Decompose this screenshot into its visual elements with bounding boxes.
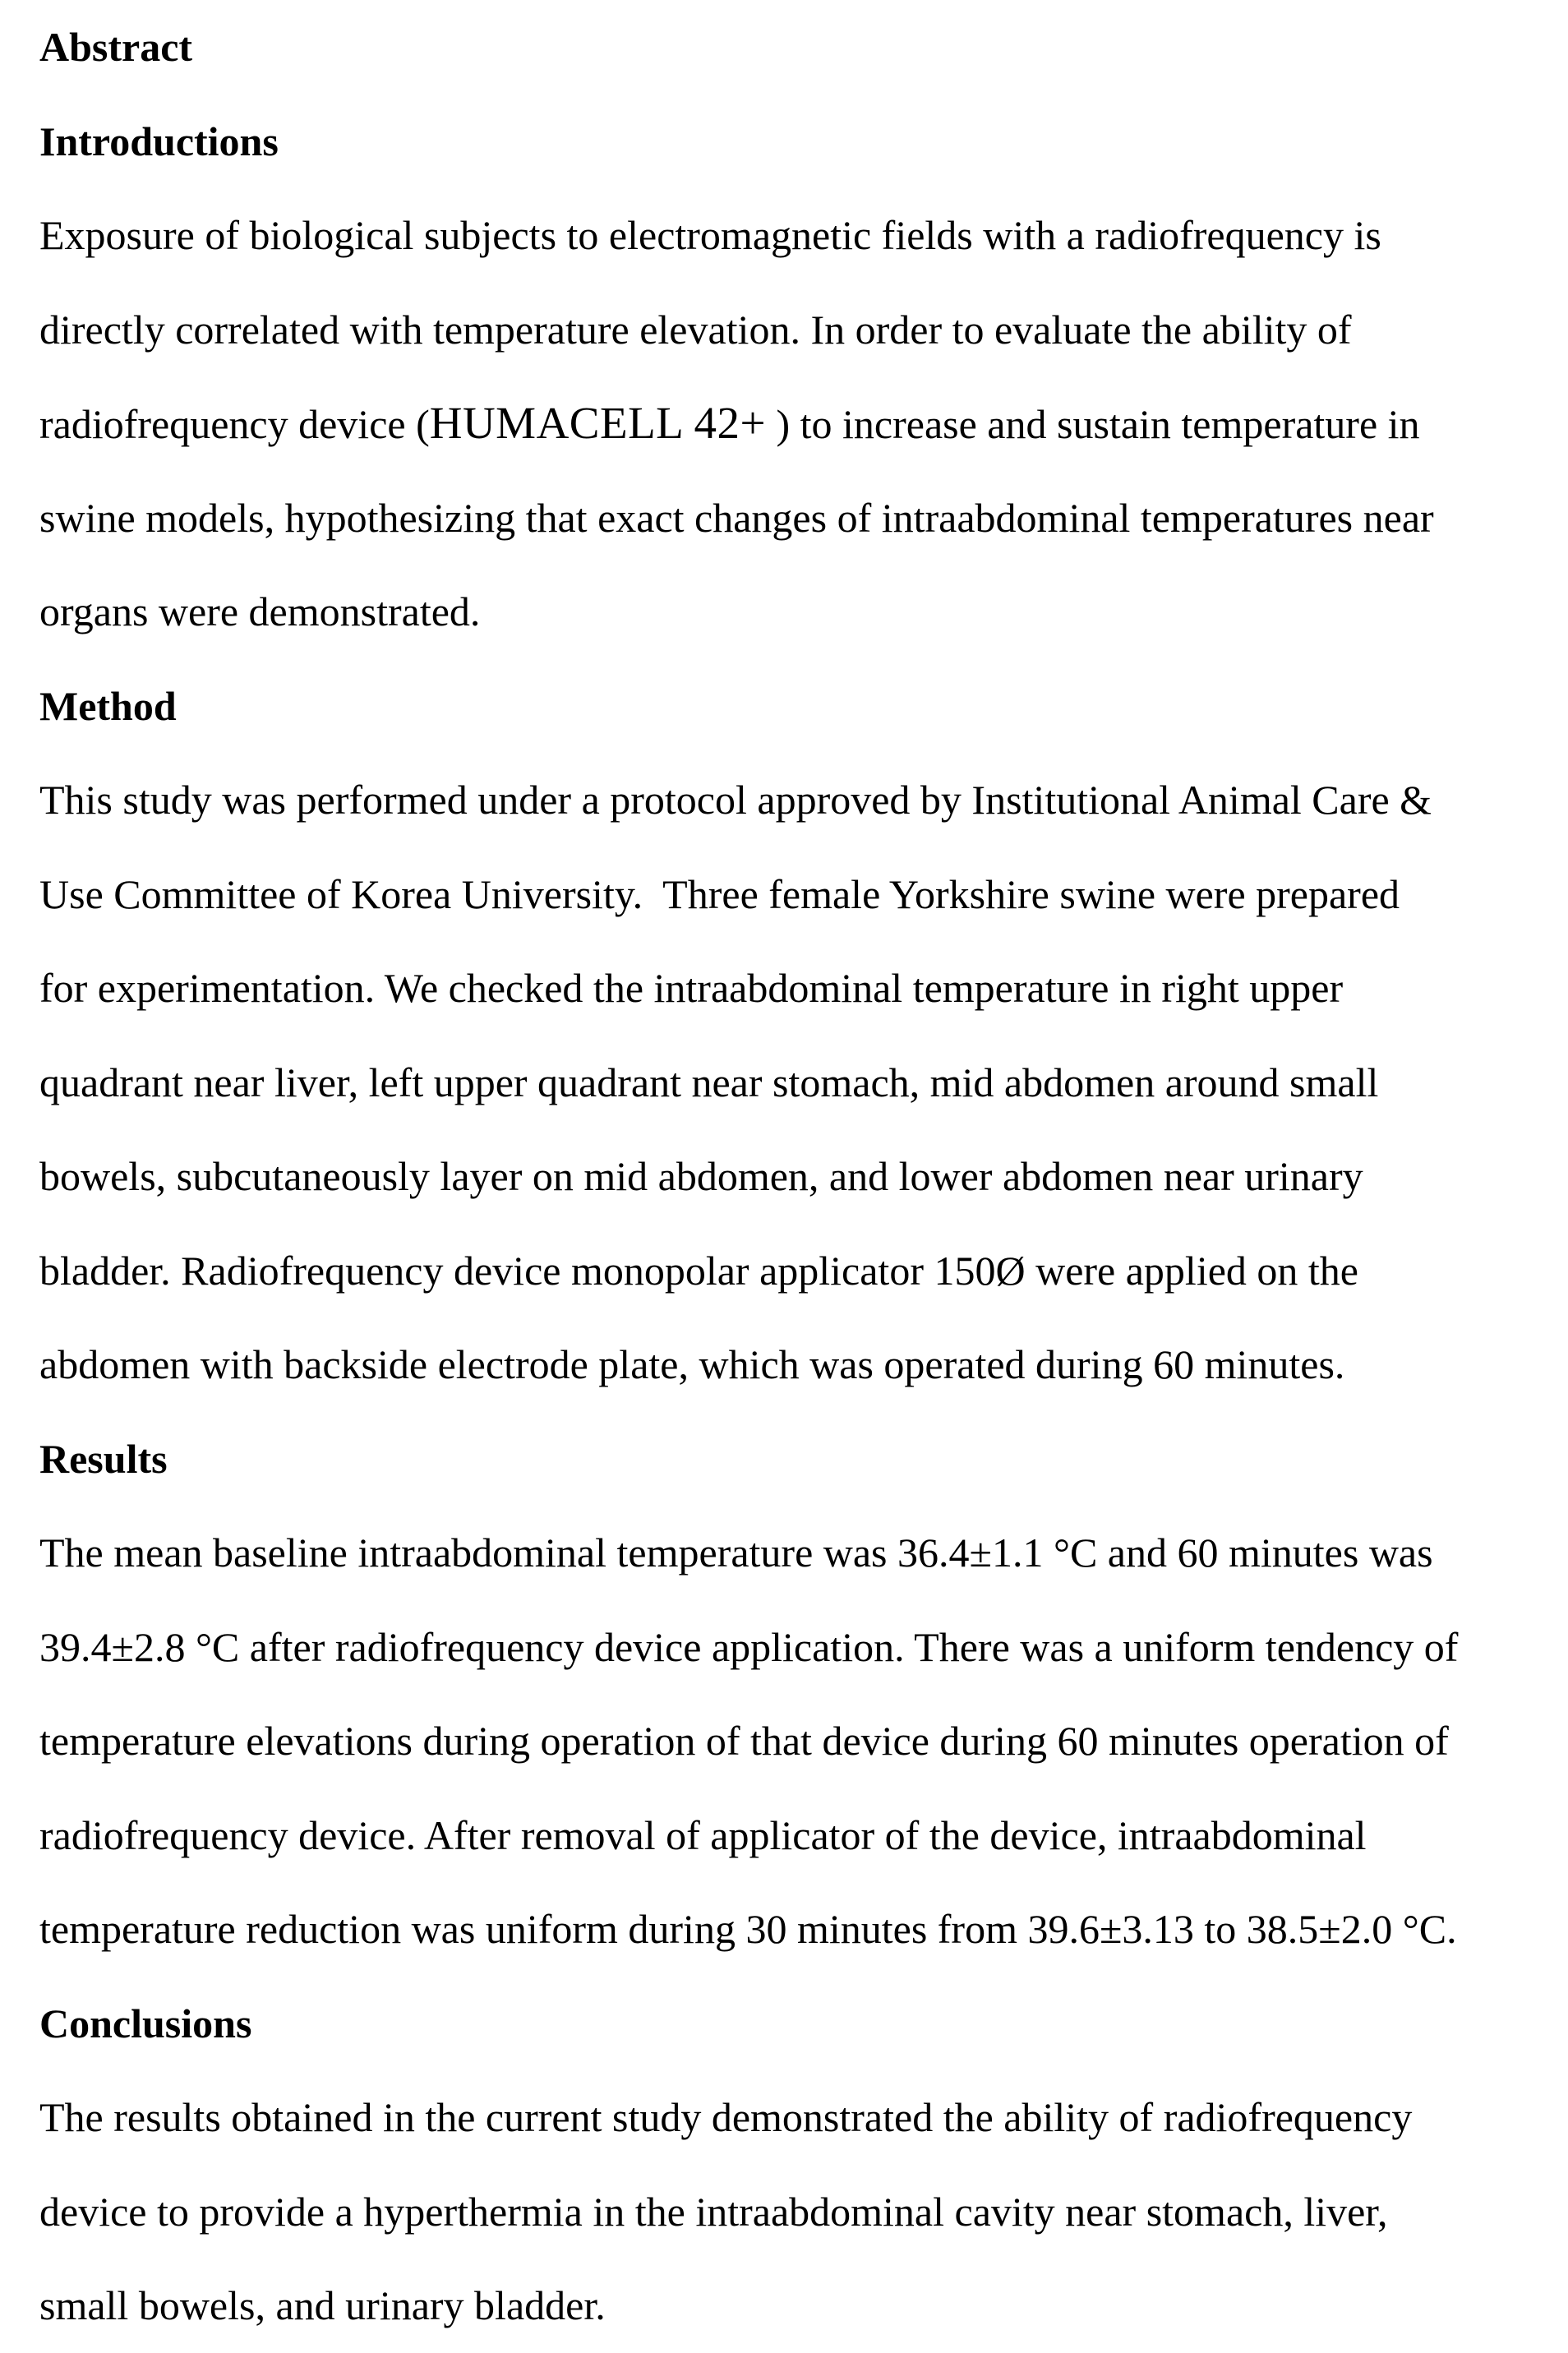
introductions-heading: Introductions	[39, 118, 279, 164]
intro-line: directly correlated with temperature elevation. In order to evaluate the ability of	[39, 306, 1352, 353]
intro-line: organs were demonstrated.	[39, 588, 481, 634]
conclusions-heading: Conclusions	[39, 2000, 252, 2046]
results-line: temperature elevations during operation of that device during 60 minutes operation of	[39, 1718, 1449, 1764]
conclusions-line: device to provide a hyperthermia in the intraabdominal cavity near stomach, liver,	[39, 2188, 1388, 2235]
method-line: bladder. Radiofrequency device monopolar applicator 150Ø were applied on the	[39, 1247, 1358, 1294]
method-line: bowels, subcutaneously layer on mid abdomen, and lower abdomen near urinary	[39, 1153, 1363, 1199]
method-line: for experimentation. We checked the intraabdominal temperature in right upper	[39, 965, 1344, 1011]
conclusions-line: The results obtained in the current study demonstrated the ability of radiofrequency	[39, 2094, 1413, 2140]
method-heading: Method	[39, 682, 177, 729]
conclusions-line: small bowels, and urinary bladder.	[39, 2282, 606, 2328]
method-line: This study was performed under a protocol approved by Institutional Animal Care &	[39, 777, 1432, 823]
device-brand-name: HUMACELL 42+	[429, 398, 766, 448]
abstract-heading: Abstract	[39, 24, 193, 70]
text-segment: ) to increase and sustain temperature in	[766, 401, 1420, 447]
method-line: abdomen with backside electrode plate, which was operated during 60 minutes.	[39, 1341, 1345, 1387]
method-line: Use Committee of Korea University. Three female Yorkshire swine were prepared	[39, 870, 1400, 917]
intro-line-with-brand	[39, 376, 1543, 471]
results-line: The mean baseline intraabdominal temperature was 36.4±1.1 °C and 60 minutes was	[39, 1529, 1433, 1576]
text-segment: radiofrequency device (	[39, 401, 430, 447]
results-line: radiofrequency device. After removal of applicator of the device, intraabdominal	[39, 1811, 1367, 1858]
intro-line: Exposure of biological subjects to electromagnetic fields with a radiofrequency is	[39, 212, 1381, 258]
results-heading: Results	[39, 1435, 168, 1482]
results-line: temperature reduction was uniform during 30 minutes from 39.6±3.13 to 38.5±2.0 °C.	[39, 1906, 1457, 1952]
method-line: quadrant near liver, left upper quadrant near stomach, mid abdomen around small	[39, 1059, 1379, 1105]
intro-line: swine models, hypothesizing that exact changes of intraabdominal temperatures near	[39, 494, 1434, 541]
results-line: 39.4±2.8 °C after radiofrequency device application. There was a uniform tendency of	[39, 1623, 1459, 1670]
